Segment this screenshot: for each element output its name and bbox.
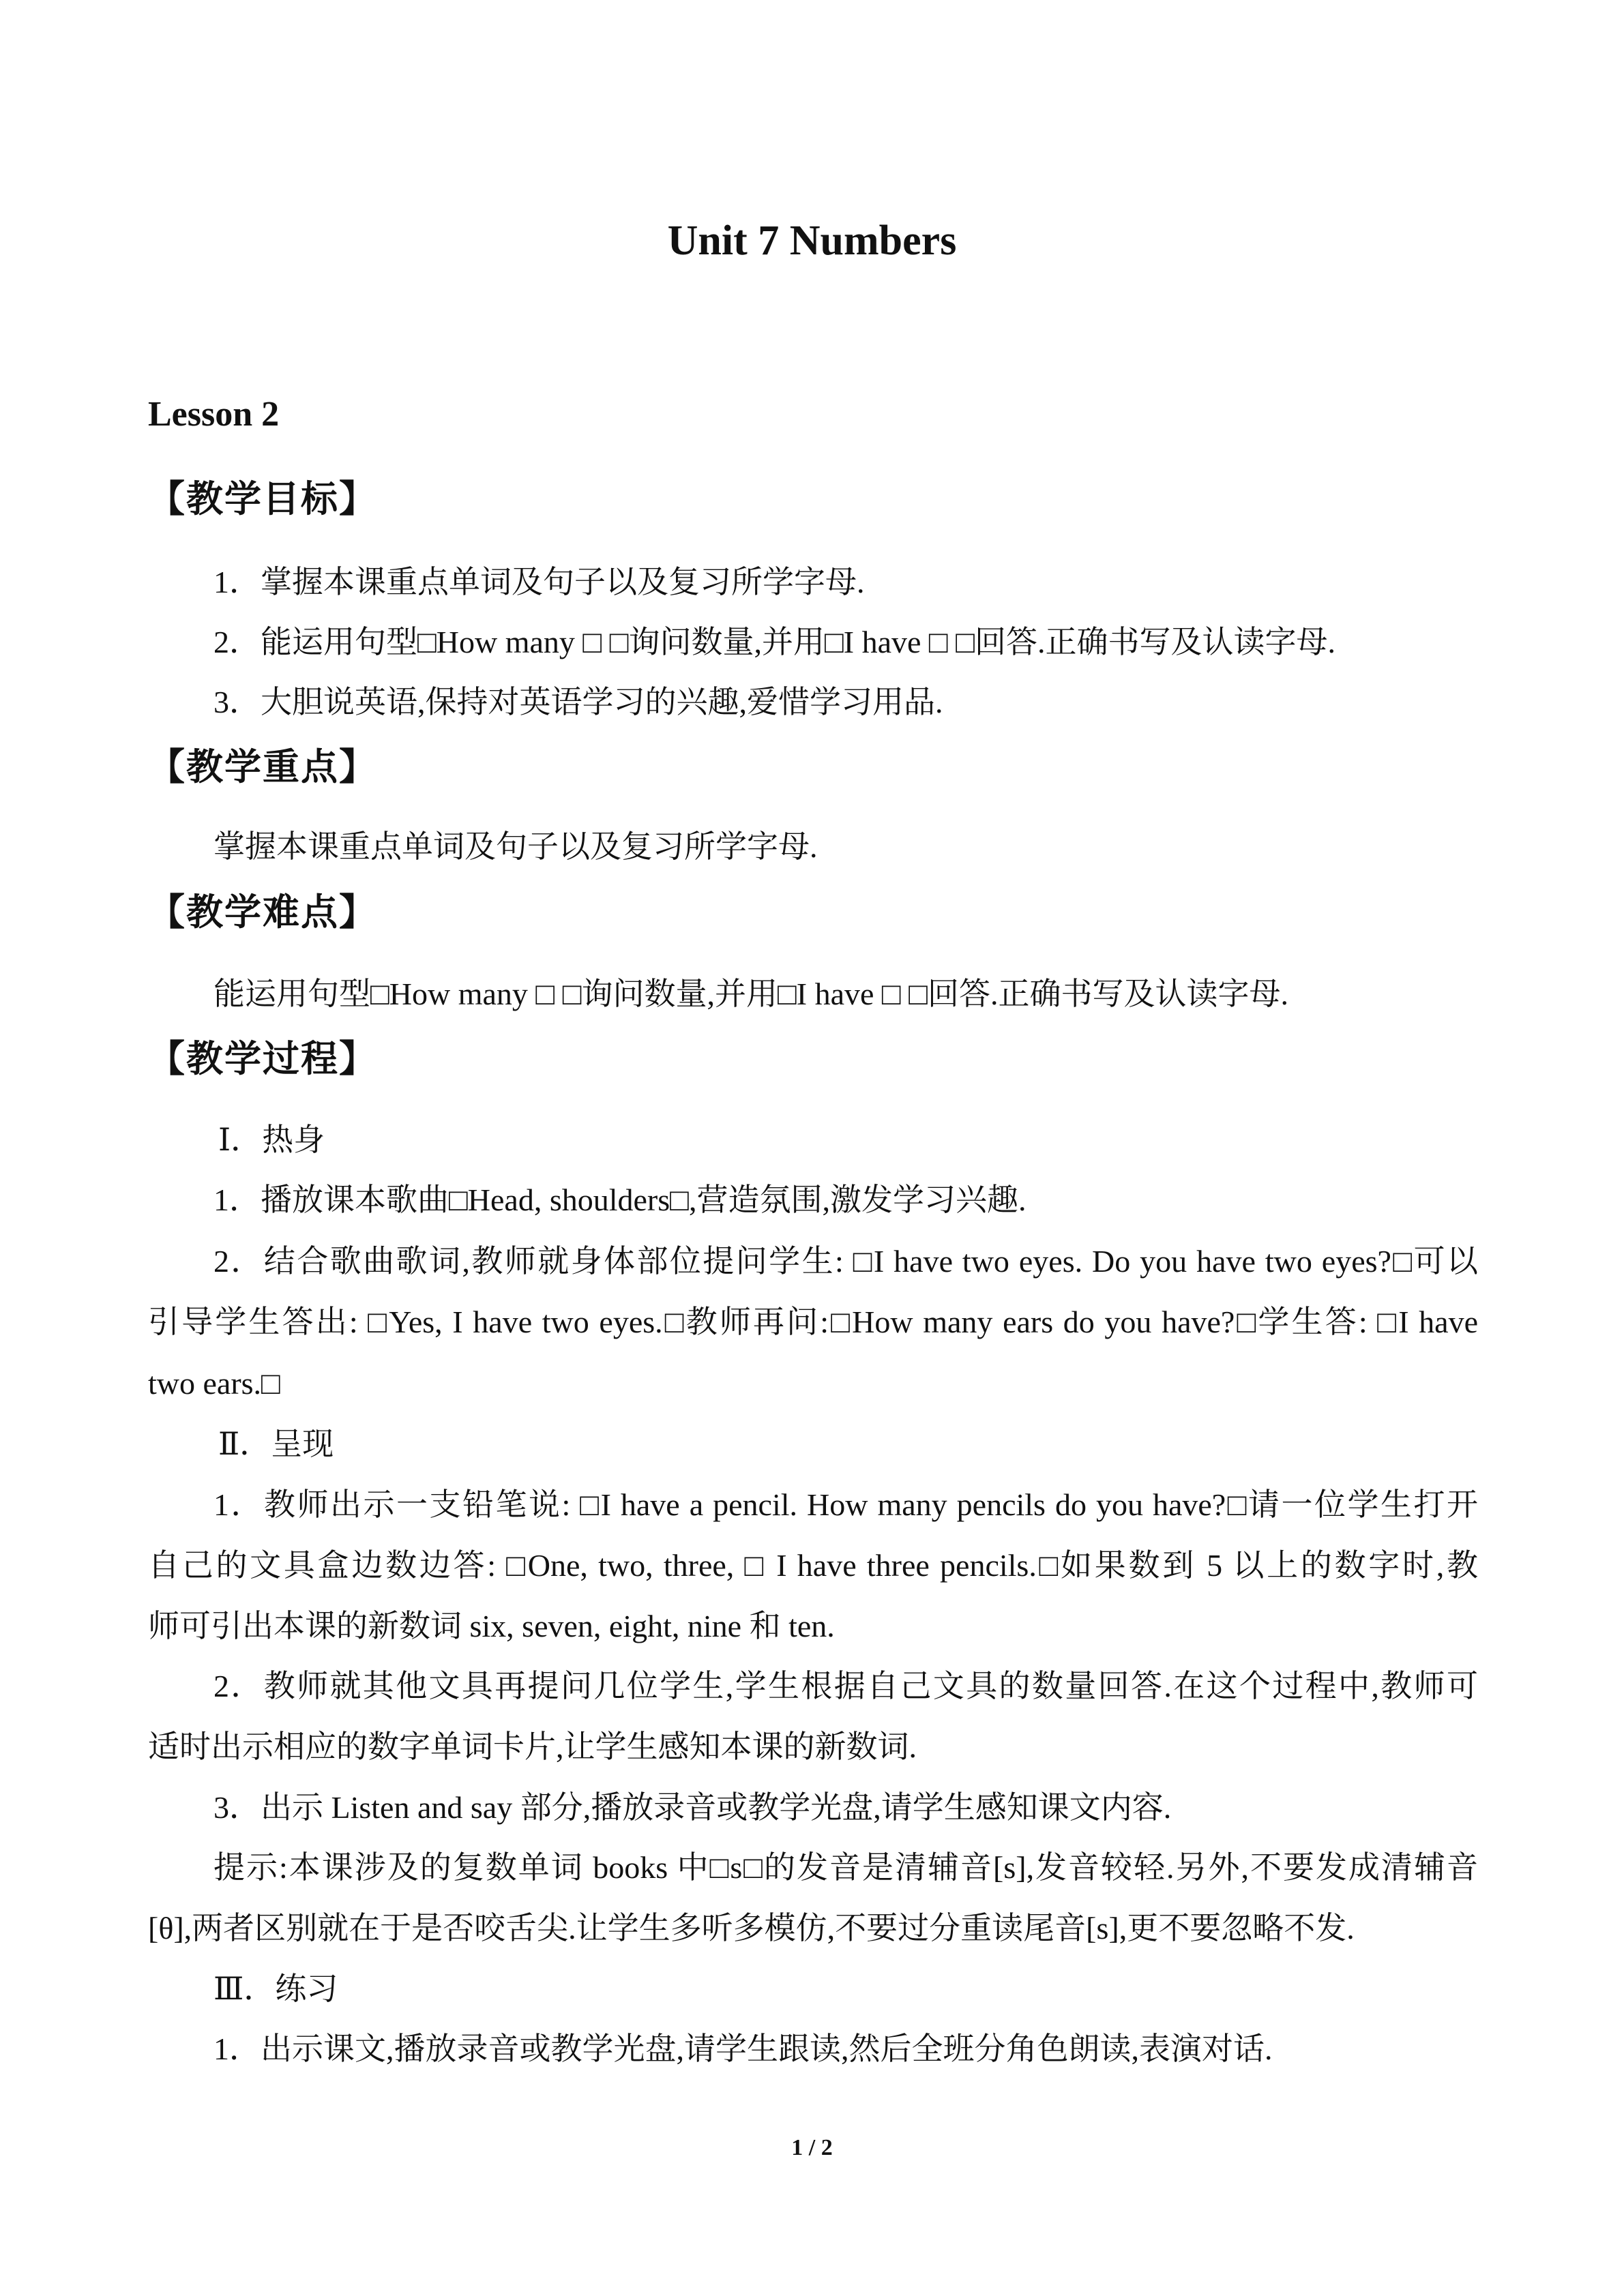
keypoints-text: 掌握本课重点单词及句子以及复习所学字母.	[213, 829, 818, 864]
objective-item: 1．掌握本课重点单词及句子以及复习所学字母.	[213, 565, 865, 599]
objective-item: 3．大胆说英语,保持对英语学习的兴趣,爱惜学习用品.	[213, 685, 943, 719]
process-step-continued: 引导学生答出: □Yes, I have two eyes.□教师再问:□How many ears do you have?□学生答: □I have	[148, 1304, 1478, 1339]
lesson-label: Lesson 2	[148, 395, 280, 434]
process-step: 1．播放课本歌曲□Head, shoulders□,营造氛围,激发学习兴趣.	[213, 1182, 1027, 1217]
process-step-continued: 适时出示相应的数字单词卡片,让学生感知本课的新数词.	[148, 1729, 917, 1764]
tip-text-continued: [θ],两者区别就在于是否咬舌尖.让学生多听多模仿,不要过分重读尾音[s],更不要忽略不发.	[148, 1911, 1355, 1945]
process-step-continued: 自己的文具盒边数边答: □One, two, three, □ I have three pencils.□如果数到 5 以上的数字时,教	[148, 1548, 1478, 1583]
process-step: 1．教师出示一支铅笔说: □I have a pencil. How many pencils do you have?□请一位学生打开	[213, 1487, 1478, 1522]
process-step: 1．出示课文,播放录音或教学光盘,请学生跟读,然后全班分角色朗读,表演对话.	[213, 2031, 1273, 2066]
process-heading: 【教学过程】	[148, 1037, 377, 1080]
difficulties-text: 能运用句型□How many □ □询问数量,并用□I have □ □回答.正确书写及认读字母.	[213, 976, 1288, 1011]
objective-item: 2．能运用句型□How many □ □询问数量,并用□I have □ □回答.正确书写及认读字母.	[213, 625, 1335, 659]
process-step-continued: two ears.□	[148, 1366, 280, 1401]
keypoints-heading: 【教学重点】	[148, 745, 377, 788]
process-step: 2．教师就其他文具再提问几位学生,学生根据自己文具的数量回答.在这个过程中,教师可	[213, 1669, 1478, 1703]
tip-text: 提示:本课涉及的复数单词 books 中□s□的发音是清辅音[s],发音较轻.另外,不要发成清辅音	[213, 1850, 1478, 1885]
objectives-heading: 【教学目标】	[148, 477, 377, 520]
process-step-continued: 师可引出本课的新数词 six, seven, eight, nine 和 ten.	[148, 1609, 835, 1643]
page-number: 1 / 2	[791, 2135, 833, 2160]
document-title: Unit 7 Numbers	[667, 218, 957, 264]
process-step: 2．结合歌曲歌词,教师就身体部位提问学生: □I have two eyes. Do you have two eyes?□可以	[213, 1244, 1478, 1279]
process-step: 3．出示 Listen and say 部分,播放录音或教学光盘,请学生感知课文内容.	[213, 1790, 1172, 1825]
practice-subheading: Ⅲ．练习	[213, 1971, 338, 2006]
warmup-subheading: Ⅰ．热身	[218, 1122, 325, 1157]
difficulties-heading: 【教学难点】	[148, 891, 377, 934]
presentation-subheading: Ⅱ．呈现	[218, 1427, 334, 1461]
